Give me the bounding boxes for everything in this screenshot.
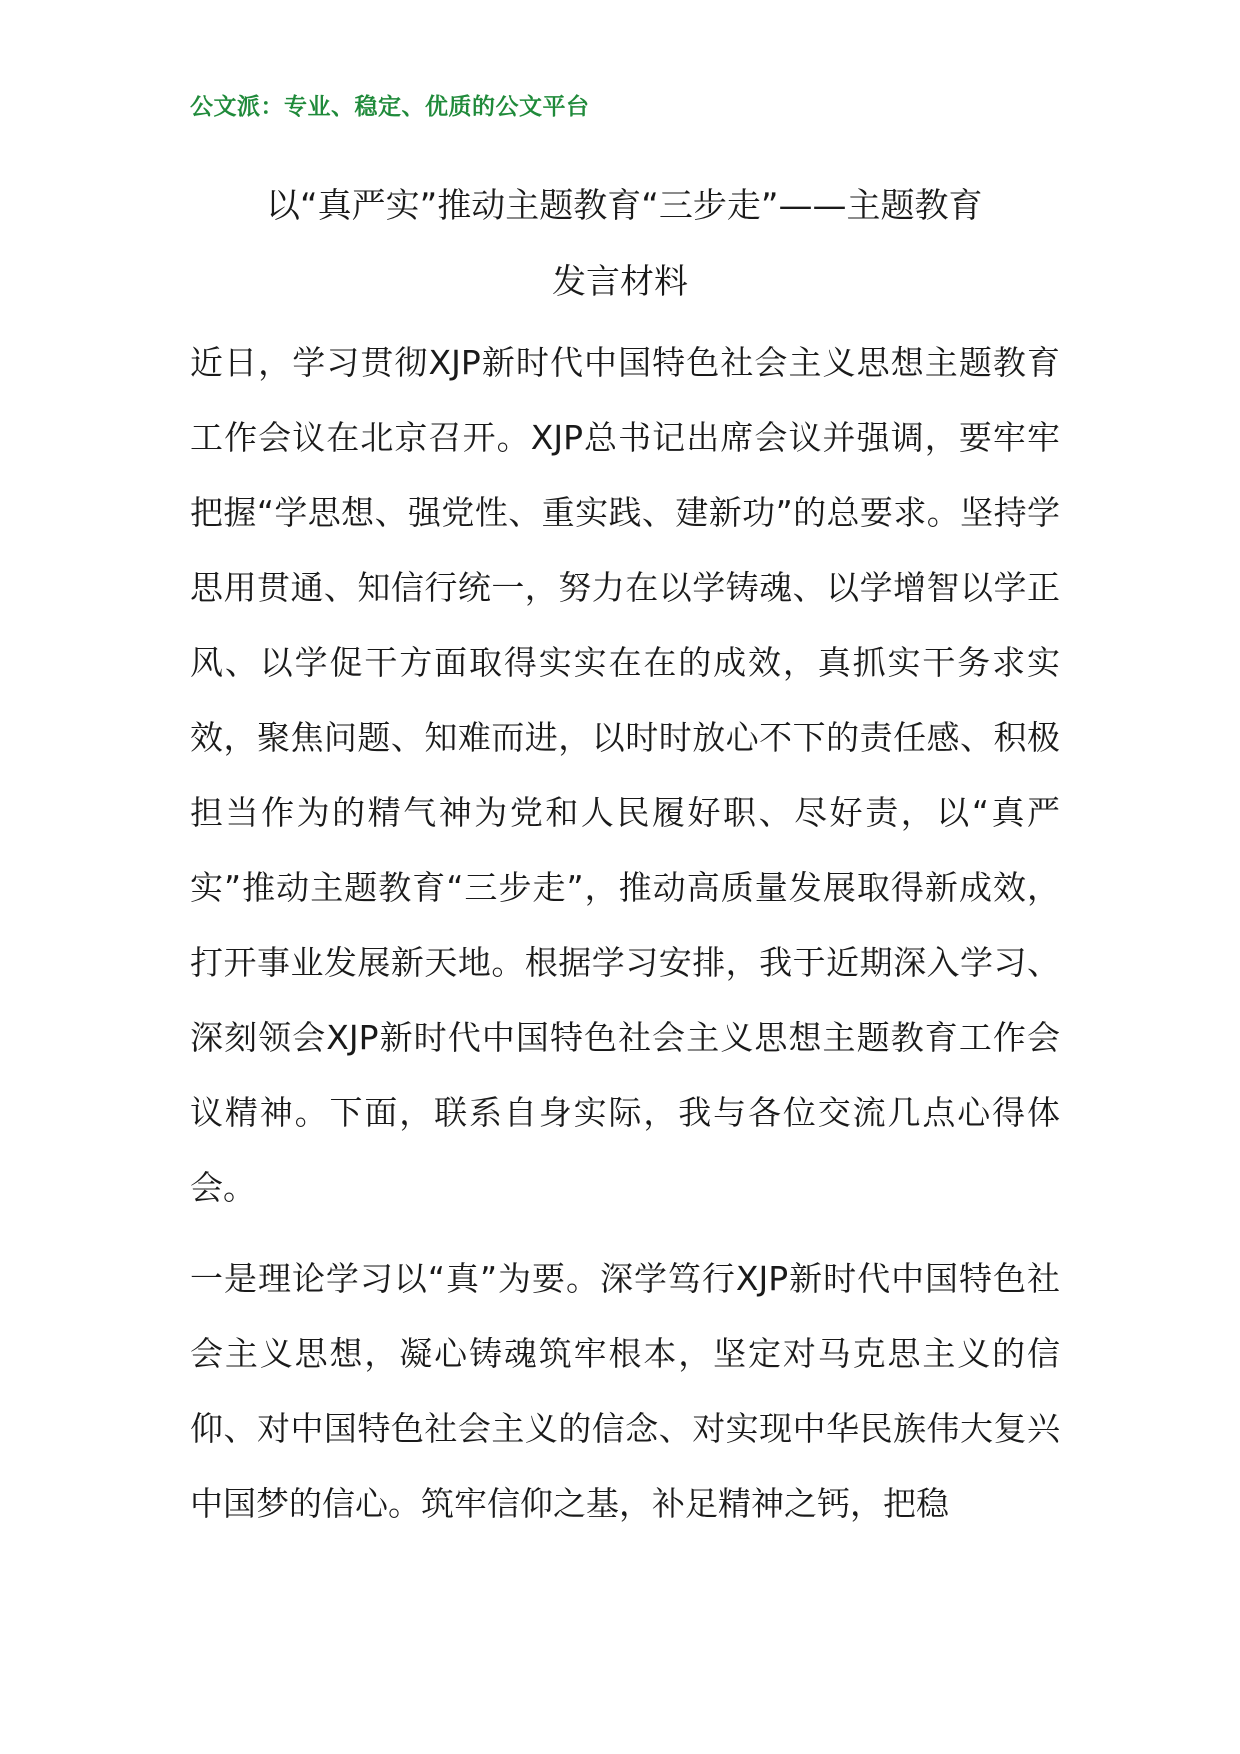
paragraph-intro: 近日，学习贯彻XJP新时代中国特色社会主义思想主题教育工作会议在北京召开。XJP总书记出席会议并强调，要牢牢把握“学思想、强党性、重实践、建新功”的总要求。坚持学思用贯通、知信行统一，努力在以学铸魂、以学增智以学正风、以学促干方面取得实实在在的成效，真抓实干务求实效，聚焦问题、知难而进，以时时放心不下的责任感、积极担当作为的精气神为党和人民履好职、尽好责，以“真严实”推动主题教育“三步走”，推动高质量发展取得新成效，打开事业发展新天地。根据学习安排，我于近期深入学习、深刻领会XJP新时代中国特色社会主义思想主题教育工作会议精神。下面，联系自身实际，我与各位交流几点心得体会。 — [190, 343, 1060, 1207]
title-line-1: 以“真严实”推动主题教育“三步走”——主题教育 — [266, 186, 983, 226]
title-line-2: 发言材料 — [552, 262, 688, 302]
document-body — [190, 325, 1060, 1557]
header-note: 公文派：专业、稳定、优质的公文平台 — [190, 94, 590, 120]
document-title — [190, 168, 1050, 320]
paragraph-point-one: 一是理论学习以“真”为要。深学笃行XJP新时代中国特色社会主义思想，凝心铸魂筑牢根本，坚定对马克思主义的信仰、对中国特色社会主义的信念、对实现中华民族伟大复兴中国梦的信心。筑牢信仰之基，补足精神之钙，把稳 — [190, 1259, 1060, 1523]
